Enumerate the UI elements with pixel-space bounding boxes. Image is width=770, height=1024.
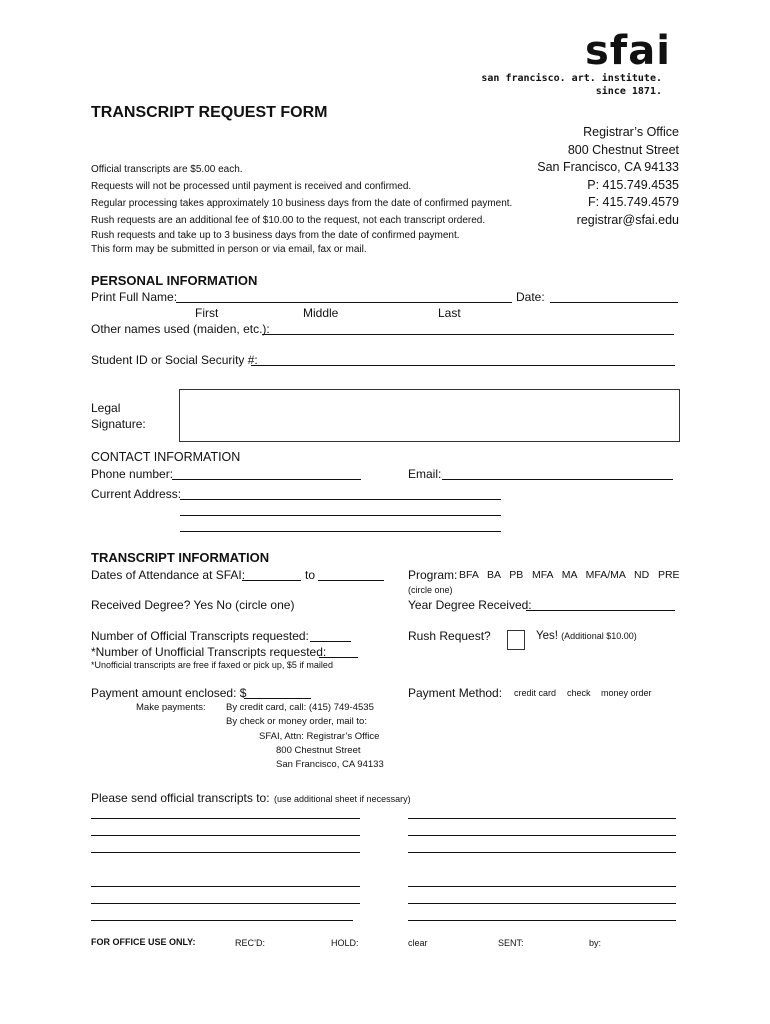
num-official-label: Number of Official Transcripts requested: bbox=[91, 629, 309, 643]
note-item: Rush requests are an additional fee of $10.00 to the request, not each transcript ordered. bbox=[91, 215, 486, 226]
logo-tagline-line2: since 1871. bbox=[595, 86, 662, 97]
office-street: 800 Chestnut Street bbox=[567, 142, 679, 157]
address-line-1[interactable] bbox=[180, 499, 501, 500]
phone-line[interactable] bbox=[172, 479, 361, 480]
send-note: (use additional sheet if necessary) bbox=[274, 794, 411, 804]
date-line[interactable] bbox=[550, 302, 678, 303]
email-line[interactable] bbox=[442, 479, 673, 480]
send-label-row bbox=[91, 789, 411, 807]
note-item: Requests will not be processed until payment is received and confirmed. bbox=[91, 181, 412, 192]
year-degree-label: Year Degree Received: bbox=[408, 598, 532, 612]
signature-box[interactable] bbox=[179, 389, 680, 442]
send-line-right-4[interactable] bbox=[408, 886, 676, 887]
num-unofficial-line[interactable] bbox=[319, 657, 358, 658]
rush-fee-note: (Additional $10.00) bbox=[561, 631, 637, 641]
send-label: Please send official transcripts to: bbox=[91, 791, 270, 805]
payment-method-label: Payment Method: bbox=[408, 686, 503, 700]
dates-label: Dates of Attendance at SFAI: bbox=[91, 568, 246, 582]
send-line-right-5[interactable] bbox=[408, 903, 676, 904]
address-line-2[interactable] bbox=[180, 515, 501, 516]
mail-address-1: SFAI, Attn: Registrar’s Office bbox=[259, 731, 380, 742]
last-label: Last bbox=[438, 306, 461, 320]
other-names-line[interactable] bbox=[262, 334, 674, 335]
note-item: Rush requests and take up to 3 business days from the date of confirmed payment. bbox=[91, 230, 460, 241]
mail-address-2: 800 Chestnut Street bbox=[276, 745, 361, 756]
method-check[interactable]: check bbox=[567, 688, 591, 698]
dates-to-line[interactable] bbox=[318, 580, 384, 581]
address-label: Current Address: bbox=[91, 487, 182, 501]
office-fax: F: 415.749.4579 bbox=[587, 195, 679, 209]
email-label: Email: bbox=[408, 467, 442, 481]
program-options[interactable]: BFA BA PB MFA MA MFA/MA ND PRE bbox=[459, 569, 680, 581]
student-id-line[interactable] bbox=[251, 365, 675, 366]
circle-one-note: (circle one) bbox=[408, 585, 453, 595]
rush-yes: Yes! bbox=[536, 630, 558, 642]
logo-tagline-line1: san francisco. art. institute. bbox=[481, 73, 662, 84]
office-name: Registrar’s Office bbox=[583, 125, 679, 139]
num-unofficial-label: *Number of Unofficial Transcripts requested: bbox=[91, 645, 327, 659]
send-line-left-2[interactable] bbox=[91, 835, 360, 836]
program-label: Program: bbox=[408, 568, 458, 582]
print-name-label: Print Full Name: bbox=[91, 290, 178, 304]
note-item: This form may be submitted in person or via email, fax or mail. bbox=[91, 244, 367, 255]
other-names-label: Other names used (maiden, etc.): bbox=[91, 322, 270, 336]
send-line-left-4[interactable] bbox=[91, 886, 360, 887]
by-credit-line: By credit card, call: (415) 749-4535 bbox=[226, 702, 374, 713]
address-line-3[interactable] bbox=[180, 531, 501, 532]
send-line-right-3[interactable] bbox=[408, 852, 676, 853]
send-line-left-5[interactable] bbox=[91, 903, 360, 904]
send-line-left-6[interactable] bbox=[91, 920, 353, 921]
rush-checkbox[interactable] bbox=[507, 630, 525, 650]
office-clear: clear bbox=[408, 938, 428, 948]
unofficial-note: *Unofficial transcripts are free if faxed or pick up, $5 if mailed bbox=[91, 660, 333, 670]
middle-label: Middle bbox=[303, 306, 339, 320]
send-line-right-1[interactable] bbox=[408, 818, 676, 819]
office-sent: SENT: bbox=[498, 938, 524, 948]
first-label: First bbox=[195, 306, 219, 320]
note-item: Regular processing takes approximately 10 business days from the date of confirmed payment. bbox=[91, 198, 513, 209]
print-name-line[interactable] bbox=[176, 302, 512, 303]
payment-amount-line[interactable] bbox=[244, 698, 311, 699]
received-degree-label: Received Degree? Yes No (circle one) bbox=[91, 598, 295, 612]
notes-block-2 bbox=[91, 229, 460, 257]
student-id-label: Student ID or Social Security #: bbox=[91, 353, 258, 367]
notes-block bbox=[91, 161, 512, 229]
personal-heading: PERSONAL INFORMATION bbox=[91, 273, 258, 288]
office-email: registrar@sfai.edu bbox=[576, 212, 679, 227]
send-line-right-2[interactable] bbox=[408, 835, 676, 836]
note-item: Official transcripts are $5.00 each. bbox=[91, 164, 243, 175]
by-check-line: By check or money order, mail to: bbox=[226, 716, 367, 727]
rush-request-label: Rush Request? bbox=[408, 629, 491, 643]
dates-to-label: to bbox=[305, 568, 316, 582]
contact-heading: CONTACT INFORMATION bbox=[91, 450, 241, 464]
payment-amount-label: Payment amount enclosed: $ bbox=[91, 686, 247, 700]
num-official-line[interactable] bbox=[310, 641, 351, 642]
phone-label: Phone number: bbox=[91, 467, 174, 481]
form-title: TRANSCRIPT REQUEST FORM bbox=[91, 104, 328, 121]
office-block bbox=[537, 124, 679, 229]
signature-label: Signature: bbox=[91, 417, 146, 431]
send-line-right-6[interactable] bbox=[408, 920, 676, 921]
send-line-left-1[interactable] bbox=[91, 818, 360, 819]
logo-tagline bbox=[481, 72, 662, 98]
rush-yes-label bbox=[536, 630, 637, 642]
sfai-logo-mark: sfai bbox=[585, 28, 671, 74]
make-payments-label: Make payments: bbox=[136, 702, 206, 713]
office-recd: REC’D: bbox=[235, 938, 266, 948]
date-label: Date: bbox=[516, 290, 545, 304]
year-degree-line[interactable] bbox=[526, 610, 675, 611]
office-use-label: FOR OFFICE USE ONLY: bbox=[91, 937, 196, 947]
office-phone: P: 415.749.4535 bbox=[587, 177, 679, 192]
office-city: San Francisco, CA 94133 bbox=[537, 160, 679, 174]
method-credit-card[interactable]: credit card bbox=[514, 688, 557, 698]
office-by: by: bbox=[589, 938, 602, 948]
legal-label: Legal bbox=[91, 401, 121, 415]
mail-address-3: San Francisco, CA 94133 bbox=[276, 759, 384, 770]
transcript-heading: TRANSCRIPT INFORMATION bbox=[91, 550, 270, 565]
dates-from-line[interactable] bbox=[242, 580, 301, 581]
method-money-order[interactable]: money order bbox=[601, 688, 652, 698]
office-hold: HOLD: bbox=[331, 938, 359, 948]
send-line-left-3[interactable] bbox=[91, 852, 360, 853]
